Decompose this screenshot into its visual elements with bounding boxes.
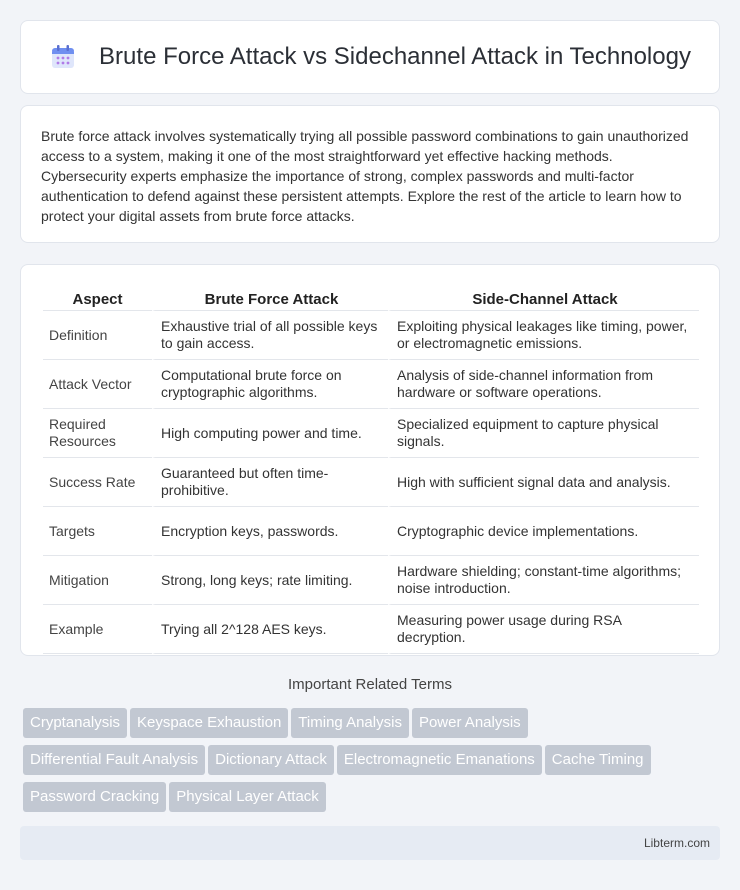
column-header-aspect: Aspect <box>43 285 152 311</box>
column-header-brute-force: Brute Force Attack <box>152 285 388 311</box>
row-side-channel: Cryptographic device implementations. <box>388 507 699 556</box>
row-brute-force: High computing power and time. <box>152 409 388 458</box>
term-tag[interactable]: Physical Layer Attack <box>169 782 326 812</box>
table-row <box>43 458 699 507</box>
row-side-channel: Analysis of side-channel information from hardware or software operations. <box>388 360 699 409</box>
table-row <box>43 556 699 605</box>
row-side-channel: Hardware shielding; constant-time algorithms; noise introduction. <box>388 556 699 605</box>
footer-site-link[interactable]: Libterm.com <box>643 836 710 850</box>
row-brute-force: Trying all 2^128 AES keys. <box>152 605 388 654</box>
related-terms-title: Important Related Terms <box>288 676 452 693</box>
related-terms-list <box>23 708 723 819</box>
comparison-table <box>43 285 699 654</box>
term-tag[interactable]: Cryptanalysis <box>23 708 127 738</box>
term-tag[interactable]: Electromagnetic Emanations <box>337 745 542 775</box>
table-row <box>43 507 699 556</box>
row-aspect: Example <box>43 605 152 654</box>
term-tag[interactable]: Differential Fault Analysis <box>23 745 205 775</box>
title-card <box>20 20 720 94</box>
row-aspect: Definition <box>43 311 152 360</box>
calendar-icon <box>49 43 77 71</box>
footer <box>20 826 720 860</box>
term-tag[interactable]: Dictionary Attack <box>208 745 334 775</box>
row-side-channel: Measuring power usage during RSA decryption. <box>388 605 699 654</box>
term-tag[interactable]: Password Cracking <box>23 782 166 812</box>
row-brute-force: Computational brute force on cryptographic algorithms. <box>152 360 388 409</box>
page-title: Brute Force Attack vs Sidechannel Attack in Technology <box>99 43 691 70</box>
row-brute-force: Guaranteed but often time-prohibitive. <box>152 458 388 507</box>
term-tag[interactable]: Keyspace Exhaustion <box>130 708 288 738</box>
table-header-row <box>43 285 699 311</box>
table-row <box>43 360 699 409</box>
table-row <box>43 409 699 458</box>
column-header-side-channel: Side-Channel Attack <box>388 285 699 311</box>
term-tag[interactable]: Cache Timing <box>545 745 651 775</box>
table-row <box>43 605 699 654</box>
row-side-channel: Exploiting physical leakages like timing, power, or electromagnetic emissions. <box>388 311 699 360</box>
intro-paragraph: Brute force attack involves systematically trying all possible password combinations to gain unauthorized access to a system, making it one of the most straightforward yet effective hacking methods. Cybersecurity experts emphasize the importance of strong, complex passwords and multi-factor authentication to defend against these persistent attempts. Explore the rest of the article to learn how to protect your digital assets from brute force attacks. <box>41 128 689 224</box>
row-aspect: Required Resources <box>43 409 152 458</box>
table-row <box>43 311 699 360</box>
row-side-channel: High with sufficient signal data and analysis. <box>388 458 699 507</box>
row-aspect: Success Rate <box>43 458 152 507</box>
term-tag[interactable]: Power Analysis <box>412 708 528 738</box>
term-tag[interactable]: Timing Analysis <box>291 708 409 738</box>
row-aspect: Targets <box>43 507 152 556</box>
row-aspect: Mitigation <box>43 556 152 605</box>
comparison-table-card <box>20 264 720 656</box>
row-side-channel: Specialized equipment to capture physical signals. <box>388 409 699 458</box>
row-brute-force: Encryption keys, passwords. <box>152 507 388 556</box>
row-aspect: Attack Vector <box>43 360 152 409</box>
row-brute-force: Exhaustive trial of all possible keys to gain access. <box>152 311 388 360</box>
intro-card <box>20 105 720 243</box>
row-brute-force: Strong, long keys; rate limiting. <box>152 556 388 605</box>
